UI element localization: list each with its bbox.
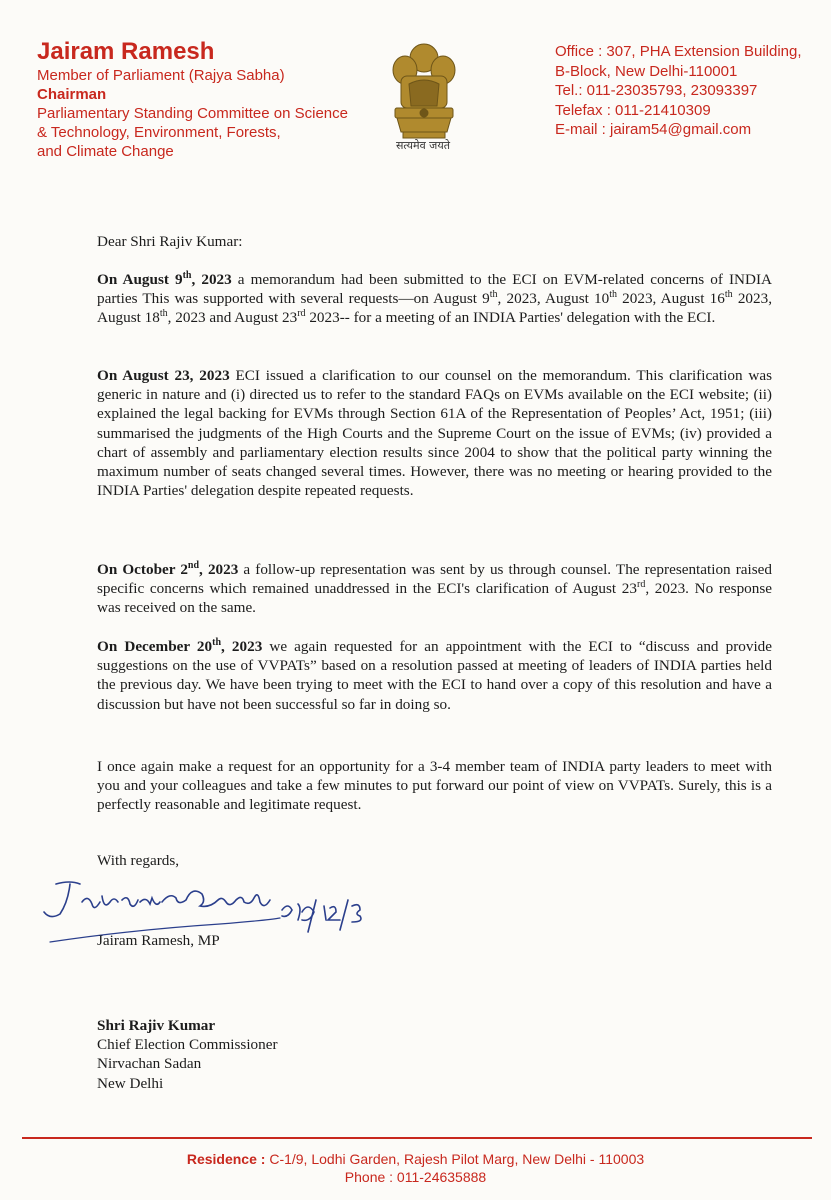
footer [0, 1150, 831, 1186]
footer-divider [22, 1137, 812, 1139]
paragraph-2: On August 23, 2023 ECI issued a clarification to our counsel on the memorandum. This clarification was generic in nature and (i) directed us to refer to the standard FAQs on EVMs available on the ECI website; (ii) explained the legal backing for EVMs through Section 61A of the Representation of Peoples’ Act, 1951; (iii) summarised the judgments of the High Courts and the Supreme Court on the issue of EVMs; (iv) provided a chart of assembly and parliamentary election results since 2004 to show that the political party winning the maximum number of seats changed several times. However, there was no meeting or hearing provided to the INDIA Parties' delegation despite repeated requests. [97, 367, 772, 500]
footer-phone: Phone : 011-24635888 [344, 1169, 487, 1185]
paragraph-4: On December 20th, 2023 we again requested for an appointment with the ECI to “discuss and provide suggestions on the use of VVPATs” based on a resolution passed at meeting of leaders of INDIA parties held the previous day. We have been trying to meet with the ECI to hand over a copy of this resolution and have a discussion but have not been successful so far in doing so. [97, 636, 772, 713]
office-email: E-mail : jairam54@gmail.com [555, 121, 752, 138]
addressee-city: New Delhi [97, 1074, 164, 1092]
addressee-designation: Chief Election Commissioner [97, 1036, 278, 1054]
committee-line-3: and Climate Change [37, 143, 174, 160]
office-line-2: B-Block, New Delhi-110001 [555, 62, 738, 80]
footer-residence: Residence : C-1/9, Lodhi Garden, Rajesh Pilot Marg, New Delhi - 110003 [186, 1151, 645, 1167]
letterhead-contact [555, 42, 802, 140]
paragraph-1: On August 9th, 2023 a memorandum had been submitted to the ECI on EVM-related concerns of INDIA parties This was supported with several requests—on August 9th, 2023, August 10th 2023, August 16th 2023, August 18th, 2023 and August 23rd 2023-- for a meeting of an INDIA Parties' delegation with the ECI. [97, 269, 772, 327]
paragraph-5: I once again make a request for an opportunity for a 3-4 member team of INDIA party leaders to meet with you and your colleagues and take a few minutes to put forward our point of view on VVPATs. Surely, this is a perfectly reasonable and legitimate request. [97, 758, 772, 814]
sender-title: Member of Parliament (Rajya Sabha) [37, 67, 285, 84]
signer-name: Jairam Ramesh, MP [97, 932, 220, 949]
sender-name: Jairam Ramesh [37, 38, 215, 65]
closing: With regards, [97, 852, 180, 869]
paragraph-3-lead: On October 2nd, 2023 [97, 559, 239, 578]
office-telefax: Telefax : 011-21410309 [555, 101, 711, 119]
paragraph-3: On October 2nd, 2023 a follow-up representation was sent by us through counsel. The representation raised specific concerns which remained unaddressed in the ECI's clarification of August 23rd, 2023. No response was received on the same. [97, 559, 773, 617]
paragraph-2-lead: On August 23, 2023 [97, 367, 230, 384]
office-tel: Tel.: 011-23035793, 23093397 [555, 82, 758, 99]
committee-line-2: & Technology, Environment, Forests, [37, 124, 281, 141]
addressee-office: Nirvachan Sadan [97, 1055, 202, 1073]
addressee-block [97, 1016, 278, 1093]
salutation: Dear Shri Rajiv Kumar: [97, 233, 243, 250]
committee-line-1: Parliamentary Standing Committee on Science [37, 105, 348, 122]
office-line-1: Office : 307, PHA Extension Building, [555, 43, 802, 60]
paragraph-1-lead: On August 9th, 2023 [97, 269, 232, 288]
sender-role: Chairman [37, 86, 107, 103]
letterhead-sender [37, 38, 348, 161]
emblem-motto: सत्यमेव जयते [395, 139, 450, 152]
paragraph-4-lead: On December 20th, 2023 [97, 636, 263, 655]
addressee-name: Shri Rajiv Kumar [97, 1017, 216, 1034]
